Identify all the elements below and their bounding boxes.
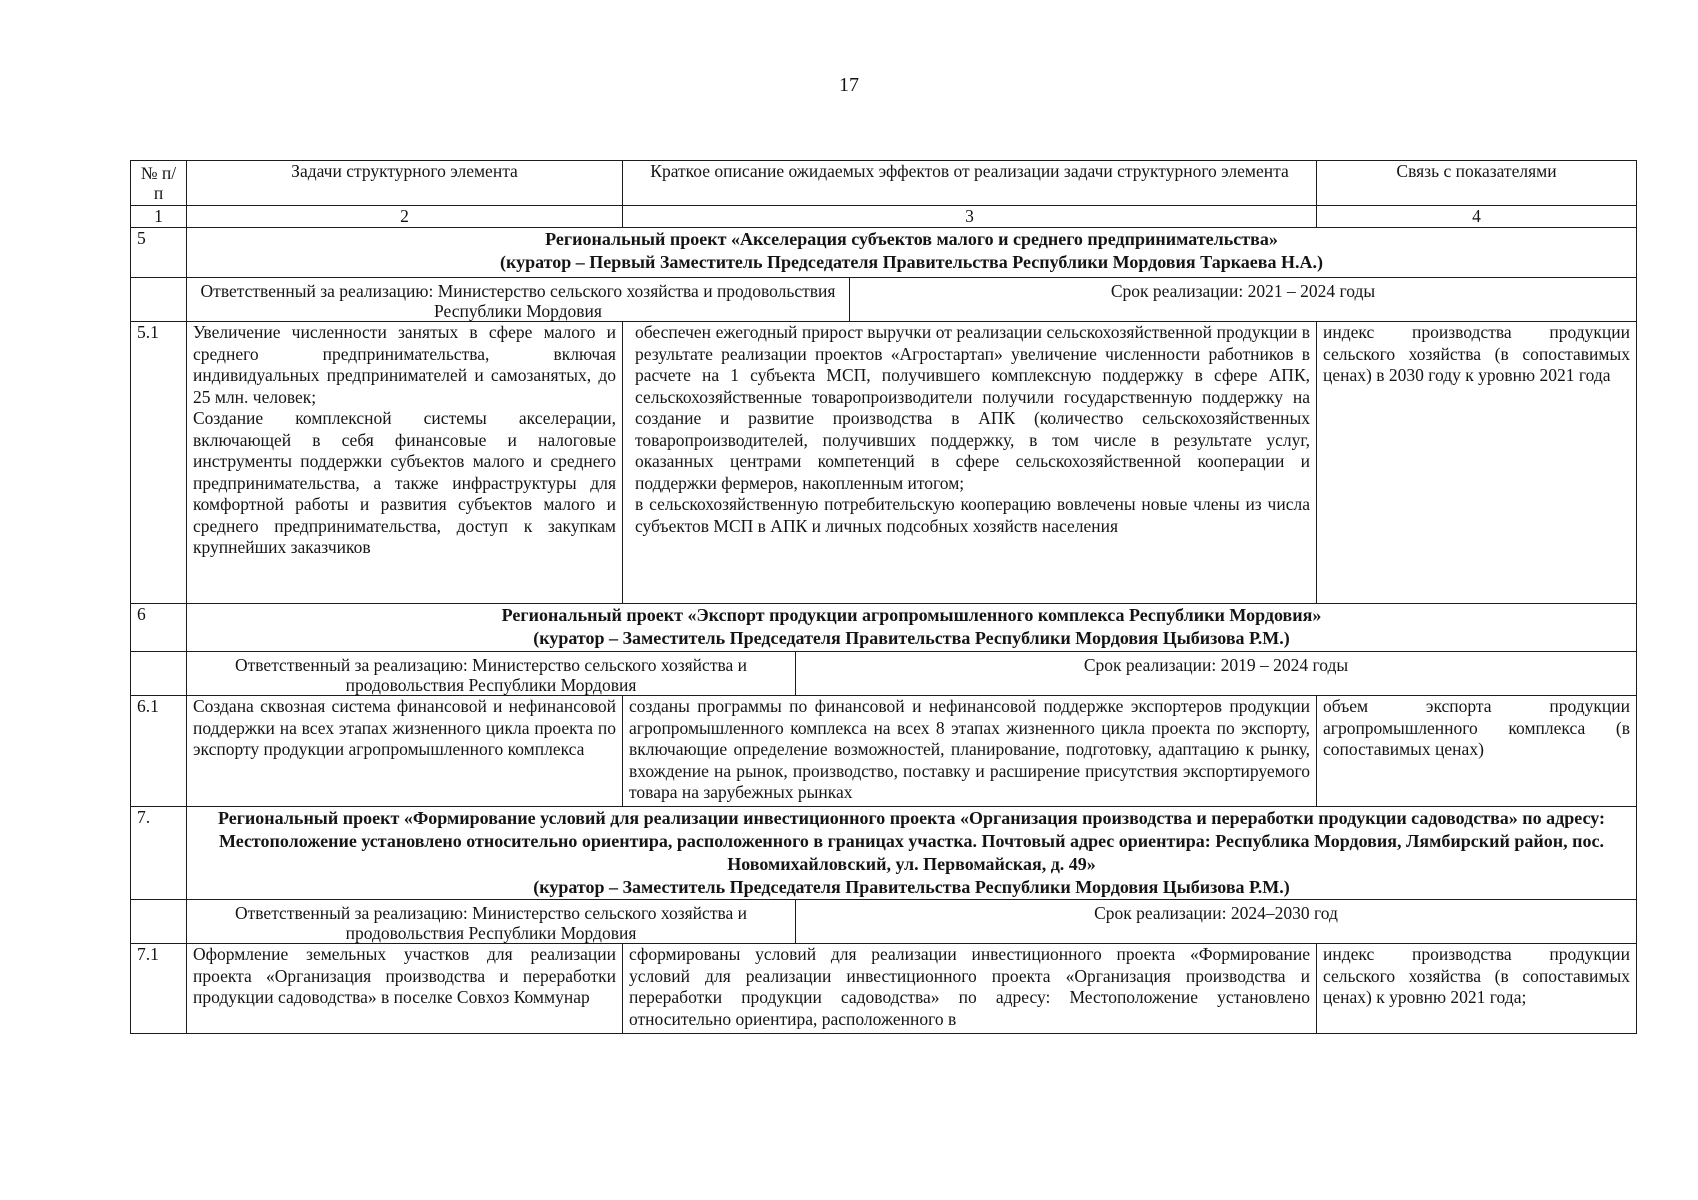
section-title-row [131, 807, 1637, 900]
indicators-description: индекс производства продукции сельского хозяйства (в сопоставимых ценах) в 2030 году к уровню 2021 года [1317, 322, 1637, 604]
task-description [187, 696, 623, 807]
effects-description [623, 944, 1317, 1034]
responsible-info: Ответственный за реализацию: Министерство сельского хозяйства и продовольствия Республики Мордовия [187, 900, 796, 943]
indicators-description: объем экспорта продукции агропромышленного комплекса (в сопоставимых ценах) [1317, 696, 1637, 807]
header-effects: Краткое описание ожидаемых эффектов от реализации задачи структурного элемента [623, 161, 1317, 206]
section-number: 5 [131, 228, 187, 278]
effects-paragraph: обеспечен ежегодный прирост выручки от реализации сельскохозяйственной продукции в результате реализации проектов «Агростартап» увеличение численности работников в расчете на 1 субъекта МСП, получившего комплексную поддержку в сфере АПК, сельскохозяйственные товаропроизводители получили государственную поддержку на создание и развитие производства в АПК (количество сельскохозяйственных товаропроизводителей, получивших поддержку, в том числе в результате услуг, оказанных центрами компетенций в сфере сельскохозяйственной кооперации и поддержки фермеров, накопленным итогом; [635, 322, 1310, 493]
term-info: Срок реализации: 2021 – 2024 годы [1110, 281, 1376, 301]
section-number: 7. [131, 807, 187, 900]
column-numbers-row [131, 206, 1637, 228]
effects-paragraph: сформированы условий для реализации инвестиционного проекта «Формирование условий для реализации инвестиционного проекта «Организация производства и переработки продукции садоводства» по адресу: Местоположение установлено относительно ориентира, расположенного в [629, 944, 1310, 1029]
responsible-term-grid [187, 278, 1636, 321]
task-number: 7.1 [131, 944, 187, 1034]
section-meta-row [131, 900, 1637, 944]
task-paragraph: Оформление земельных участков для реализации проекта «Организация производства и переработки продукции садоводства» в поселке Совхоз Коммунар [193, 944, 616, 1007]
section-title-row [131, 228, 1637, 278]
project-title: Региональный проект «Формирование условий для реализации инвестиционного проекта «Организация производства и переработки продукции садоводства» по адресу: Местоположение установлено относительно ориентира, расположенного в границах участка. Почтовый адрес ориентира: Республика Мордовия, Лямбирский район, пос. Новомихайловский, ул. Первомайская, д. 49» [218, 808, 1605, 874]
header-indicators: Связь с показателями [1317, 161, 1637, 206]
task-paragraph: Создана сквозная система финансовой и нефинансовой поддержки на всех этапах жизненного цикла проекта по экспорту продукции агропромышленного комплекса [193, 696, 616, 759]
responsible-info: Ответственный за реализацию: Министерство сельского хозяйства и продовольствия Республики Мордовия [187, 652, 796, 695]
task-number: 6.1 [131, 696, 187, 807]
task-row [131, 944, 1637, 1034]
empty-cell [131, 900, 187, 944]
section-meta-row [131, 652, 1637, 696]
responsible-term-grid [187, 900, 1636, 943]
empty-cell [131, 652, 187, 696]
task-description [187, 322, 623, 604]
page-number: 17 [839, 74, 859, 96]
section-title-row [131, 604, 1637, 652]
project-curator: (куратор – Заместитель Председателя Правительства Республики Мордовия Цыбизова Р.М.) [533, 877, 1290, 897]
section-title [187, 604, 1637, 652]
indicators-description: индекс производства продукции сельского хозяйства (в сопоставимых ценах) к уровню 2021 года; [1317, 944, 1637, 1034]
project-curator: (куратор – Заместитель Председателя Правительства Республики Мордовия Цыбизова Р.М.) [533, 628, 1290, 648]
structural-elements-table [130, 160, 1637, 1034]
project-title: Региональный проект «Акселерация субъектов малого и среднего предпринимательства» [545, 229, 1278, 249]
effects-paragraph: в сельскохозяйственную потребительскую кооперацию вовлечены новые члены из числа субъектов МСП в АПК и личных подсобных хозяйств населения [635, 494, 1310, 536]
header-num: № п/п [131, 161, 187, 206]
column-number-3: 3 [623, 206, 1317, 228]
section-number: 6 [131, 604, 187, 652]
column-number-2: 2 [187, 206, 623, 228]
table-header-row [131, 161, 1637, 206]
header-tasks: Задачи структурного элемента [187, 161, 623, 206]
term-info: Срок реализации: 2024–2030 год [1094, 903, 1338, 923]
task-number: 5.1 [131, 322, 187, 604]
project-title: Региональный проект «Экспорт продукции агропромышленного комплекса Республики Мордовия» [501, 605, 1322, 625]
project-curator: (куратор – Первый Заместитель Председателя Правительства Республики Мордовия Таркаева Н.А.) [499, 252, 1324, 272]
task-row [131, 322, 1637, 604]
column-number-1: 1 [131, 206, 187, 228]
task-description [187, 944, 623, 1034]
task-paragraph: Увеличение численности занятых в сфере малого и среднего предпринимательства, включая индивидуальных предпринимателей и самозанятых, до 25 млн. человек; [193, 322, 616, 407]
effects-paragraph: созданы программы по финансовой и нефинансовой поддержке экспортеров продукции агропромышленного комплекса на всех 8 этапах жизненного цикла проекта по экспорту, включающие определение возможностей, планирование, подготовку, адаптацию к рынку, вхождение на рынок, производство, поставку и расширение присутствия экспортируемого товара на зарубежных рынках [629, 696, 1310, 802]
task-row [131, 696, 1637, 807]
task-paragraph: Создание комплексной системы акселерации, включающей в себя финансовые и налоговые инструменты поддержки субъектов малого и среднего предпринимательства, а также инфраструктуры для комфортной работы и развития субъектов малого и среднего предпринимательства, доступ к закупкам крупнейших заказчиков [193, 408, 616, 557]
effects-description [623, 322, 1317, 604]
responsible-term-grid [187, 652, 1636, 695]
section-meta-row [131, 278, 1637, 322]
column-number-4: 4 [1317, 206, 1637, 228]
effects-description [623, 696, 1317, 807]
section-title [187, 228, 1637, 278]
empty-cell [131, 278, 187, 322]
term-info: Срок реализации: 2019 – 2024 годы [1083, 655, 1349, 675]
responsible-info: Ответственный за реализацию: Министерство сельского хозяйства и продовольствия Республики Мордовия [187, 278, 850, 321]
section-title [187, 807, 1637, 900]
